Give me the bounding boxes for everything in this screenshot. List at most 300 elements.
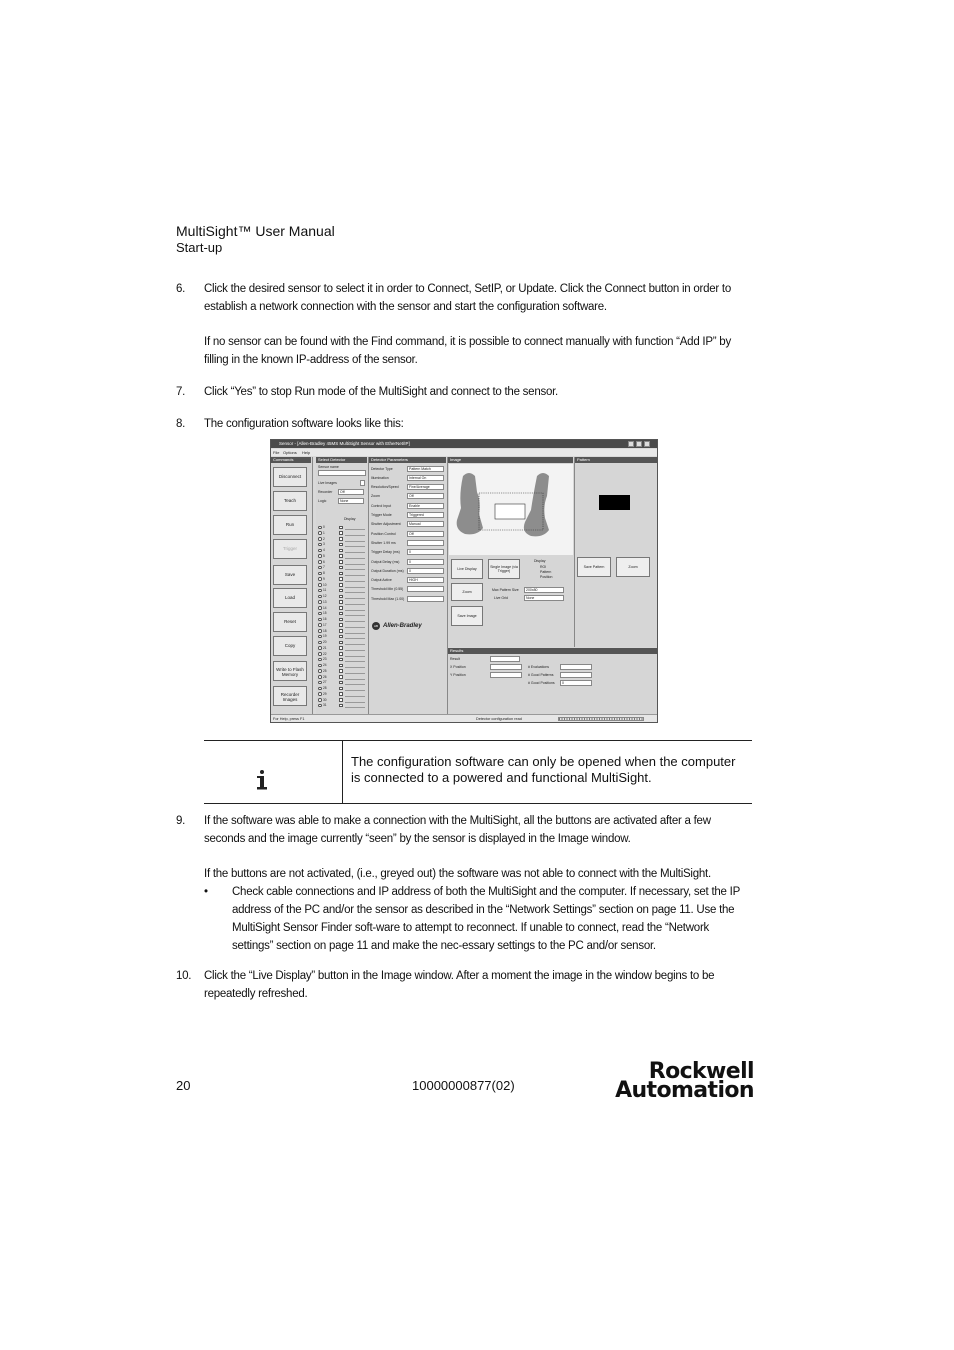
- parameter-value: [407, 586, 444, 592]
- detector-parameters-panel: [369, 457, 448, 714]
- parameter-label: Zoom: [371, 494, 380, 499]
- panel-header: Results: [448, 648, 657, 654]
- checkbox-icon: [339, 675, 343, 679]
- radio-icon: [318, 560, 322, 564]
- checkbox-icon: [339, 692, 343, 696]
- detector-index: 21: [323, 645, 327, 650]
- step-paragraph: If no sensor can be found with the Find command, it is possible to connect manually with function “Add IP” by filling in the known IP-address of the sensor.: [204, 336, 731, 366]
- step-paragraph: Click the desired sensor to select it in order to Connect, SetIP, or Update. Click the Connect button in order to establish a network connection with the sensor and start the configuration software.: [204, 283, 732, 313]
- parameter-row: [369, 586, 447, 594]
- parameter-row: [369, 558, 447, 566]
- good-positions-label: # Good Positions: [528, 681, 555, 685]
- live-images-label: Live Images: [318, 481, 337, 485]
- radio-icon: [318, 641, 322, 645]
- radio-icon: [318, 572, 322, 576]
- detector-row: [318, 686, 366, 691]
- detector-index: 3: [323, 542, 325, 547]
- checkbox-icon: [339, 595, 343, 599]
- pattern-preview: [599, 495, 630, 510]
- detector-index: 15: [323, 611, 327, 616]
- detector-index: 30: [323, 697, 327, 702]
- detector-row: [318, 565, 366, 570]
- pattern-checkbox: Pattern: [540, 570, 552, 574]
- radio-icon: [318, 646, 322, 650]
- step-number: 9.: [176, 815, 186, 827]
- display-label: Display: [534, 559, 546, 563]
- page-number: 20: [176, 1078, 191, 1093]
- radio-icon: [318, 600, 322, 604]
- checkbox-icon: [339, 618, 343, 622]
- detector-index: 31: [323, 703, 327, 708]
- info-icon: [254, 769, 270, 791]
- detector-row: [318, 537, 366, 542]
- detector-name-field: [345, 698, 365, 703]
- parameter-row: [369, 502, 447, 510]
- live-images-checkbox: [360, 480, 365, 486]
- checkbox-icon: [339, 612, 343, 616]
- image-panel: [448, 457, 575, 647]
- detector-index: 12: [323, 594, 327, 598]
- parameter-label: Output Duration (ms): [371, 568, 404, 573]
- checkbox-icon: [339, 646, 343, 650]
- detector-name-field: [345, 687, 365, 692]
- detector-row: [318, 675, 366, 680]
- disconnect-button: Disconnect: [273, 467, 307, 487]
- zoom-button: Zoom: [451, 583, 483, 601]
- detector-row: [318, 577, 366, 582]
- logo-line-1: Rockwell: [648, 1059, 754, 1084]
- x-position-field: [490, 664, 522, 670]
- panel-header: Select Detector: [316, 457, 367, 463]
- detector-name-field: [345, 692, 365, 697]
- detector-row: [318, 657, 366, 662]
- panel-header: Pattern: [575, 457, 657, 463]
- parameter-row: [369, 484, 447, 492]
- panel-header: Detector Parameters: [369, 457, 446, 463]
- parameter-value: Fine/Average: [407, 484, 444, 490]
- radio-icon: [318, 549, 322, 553]
- detector-name-field: [345, 572, 365, 577]
- parameter-value: Enable: [407, 503, 444, 509]
- detector-index: 7: [323, 565, 325, 570]
- note-rule-top: [204, 740, 752, 741]
- radio-icon: [318, 612, 322, 616]
- radio-icon: [318, 635, 322, 639]
- detector-name-field: [345, 554, 365, 559]
- detector-name-field: [345, 681, 365, 686]
- step-paragraph: If the software was able to make a connection with the MultiSight, all the buttons are activated after a few seconds and the image currently “seen” by the sensor is displayed in the Image window.: [204, 815, 711, 845]
- detector-row: [318, 600, 366, 605]
- detector-name-field: [345, 704, 365, 709]
- status-bar: [271, 714, 657, 723]
- recorder-images-button: Recorder Images: [273, 686, 307, 706]
- checkbox-icon: [339, 623, 343, 627]
- checkbox-icon: [339, 641, 343, 645]
- detector-name-field: [345, 635, 365, 640]
- note-divider: [342, 740, 343, 804]
- parameter-value: [407, 596, 444, 602]
- radio-icon: [318, 623, 322, 627]
- pattern-zoom-button: Zoom: [616, 557, 650, 577]
- detector-row: [318, 652, 366, 657]
- detector-row: [318, 663, 366, 668]
- radio-icon: [318, 537, 322, 541]
- save-image-button: Save Image: [451, 606, 483, 626]
- menu-options: Options: [283, 450, 297, 455]
- detector-index: 11: [323, 588, 327, 593]
- detector-index: 13: [323, 599, 327, 604]
- logic-label: Logic: [318, 499, 327, 503]
- results-panel: [448, 648, 657, 714]
- detector-name-field: [345, 606, 365, 611]
- radio-icon: [318, 658, 322, 662]
- teach-button: Teach: [273, 491, 307, 511]
- panel-header: Image: [448, 457, 573, 463]
- checkbox-icon: [339, 543, 343, 547]
- parameter-label: Output Active: [371, 578, 392, 583]
- detector-index: 18: [323, 628, 327, 633]
- detector-name-field: [345, 543, 365, 548]
- radio-icon: [318, 531, 322, 535]
- detector-row: [318, 531, 366, 536]
- detector-row: [318, 571, 366, 576]
- run-button: Run: [273, 515, 307, 535]
- detector-index: 2: [323, 536, 325, 541]
- good-positions-field: 0: [560, 680, 592, 686]
- checkbox-icon: [339, 526, 343, 530]
- step-paragraph: If the buttons are not activated, (i.e., greyed out) the software was not able to connect with the MultiSight.: [204, 868, 711, 880]
- detector-name-field: [345, 537, 365, 542]
- parameter-value: Pattern Match: [407, 466, 444, 472]
- y-position-field: [490, 672, 522, 678]
- window-titlebar: [271, 440, 657, 448]
- detector-row: [318, 542, 366, 547]
- parameter-value: Off: [407, 493, 444, 499]
- detector-row: [318, 640, 366, 645]
- copy-button: Copy: [273, 636, 307, 656]
- radio-icon: [318, 618, 322, 622]
- bullet-text: Check cable connections and IP address of both the MultiSight and the computer. If necessary, set the IP address of the PC and/or the sensor as described in the “Network Settings” section on page 11. Use the MultiSight Sensor Finder soft-ware to attempt to reconnect. If unable to connect, read the “Network settings” section on page 11 and make the nec-essary settings to the PC and/or sensor.: [232, 886, 740, 952]
- checkbox-icon: [339, 704, 343, 708]
- step-number: 10.: [176, 970, 192, 982]
- close-icon: [644, 441, 650, 447]
- detector-index: 1: [323, 530, 325, 535]
- checkbox-icon: [339, 549, 343, 553]
- status-help: For Help, press F1: [273, 716, 305, 721]
- radio-icon: [318, 669, 322, 673]
- checkbox-icon: [339, 531, 343, 535]
- detector-row: [318, 560, 366, 565]
- detector-index: 14: [323, 605, 327, 610]
- radio-icon: [318, 687, 322, 691]
- checkbox-icon: [339, 606, 343, 610]
- parameter-row: [369, 567, 447, 575]
- checkbox-icon: [339, 669, 343, 673]
- document-number: 10000000877(02): [412, 1078, 515, 1093]
- parameter-label: Illumination: [371, 475, 389, 480]
- step-paragraph: Click the “Live Display” button in the Image window. After a moment the image in the window begins to be repeatedly refreshed.: [204, 970, 715, 1000]
- reset-button: Reset: [273, 612, 307, 632]
- write-flash-button: Write to Flash Memory: [273, 661, 307, 681]
- detector-name-field: [345, 618, 365, 623]
- evaluations-label: # Evaluations: [528, 665, 550, 669]
- detector-row: [318, 583, 366, 588]
- checkbox-icon: [339, 589, 343, 593]
- parameter-list: [369, 465, 447, 605]
- radio-icon: [318, 652, 322, 656]
- detector-name-field: [345, 675, 365, 680]
- detector-name-field: [345, 549, 365, 554]
- detector-index: 27: [323, 680, 327, 685]
- panel-header: Commands: [271, 457, 311, 463]
- save-pattern-button: Save Pattern: [577, 557, 611, 577]
- detector-name-field: [345, 629, 365, 634]
- detector-index: 5: [323, 553, 325, 558]
- live-grid-select: None: [524, 595, 564, 601]
- detector-index: 20: [323, 640, 327, 644]
- result-label: Result: [450, 657, 460, 661]
- detector-name-field: [345, 577, 365, 582]
- parameter-value: 0: [407, 568, 444, 574]
- detector-name-field: [345, 652, 365, 657]
- detector-row: [318, 680, 366, 685]
- checkbox-icon: [339, 658, 343, 662]
- status-message: Detector configuration read: [476, 716, 522, 721]
- parameter-row: [369, 493, 447, 501]
- radio-icon: [318, 577, 322, 581]
- parameter-row: [369, 577, 447, 585]
- rockwell-automation-logo: [596, 1059, 754, 1103]
- detector-row: [318, 594, 366, 599]
- parameter-value: HIGH: [407, 577, 444, 583]
- parameter-value: Manual: [407, 521, 444, 527]
- allen-bradley-logo: Allen-Bradley: [383, 623, 422, 629]
- detector-name-field: [345, 600, 365, 605]
- window-title: Sensor - [Allen-Bradley 45MS MultiSight Sensor with EtherNet/IP]: [279, 441, 410, 446]
- detector-index: 22: [323, 651, 327, 656]
- live-display-button: Live Display: [451, 559, 483, 579]
- camera-image: [449, 464, 573, 555]
- maximize-icon: [636, 441, 642, 447]
- detector-list: [318, 525, 366, 711]
- detector-index: 4: [323, 548, 325, 552]
- radio-icon: [318, 543, 322, 547]
- parameter-value: 0: [407, 559, 444, 565]
- detector-row: [318, 692, 366, 697]
- radio-icon: [318, 704, 322, 708]
- result-field: [490, 656, 520, 662]
- parameter-row: [369, 474, 447, 482]
- detector-name-field: [345, 641, 365, 646]
- minimize-icon: [628, 441, 634, 447]
- detector-index: 10: [323, 582, 327, 587]
- radio-icon: [318, 583, 322, 587]
- detector-index: 19: [323, 634, 327, 639]
- position-checkbox: Position: [540, 575, 553, 579]
- detector-index: 17: [323, 622, 327, 627]
- parameter-label: Control Input: [371, 503, 392, 508]
- checkbox-icon: [339, 629, 343, 633]
- radio-icon: [318, 692, 322, 696]
- sensor-name-field: [318, 470, 366, 476]
- detector-index: 29: [323, 691, 327, 696]
- radio-icon: [318, 589, 322, 593]
- radio-icon: [318, 566, 322, 570]
- parameter-label: Trigger Mode: [371, 513, 392, 517]
- section-title: Start-up: [176, 240, 223, 255]
- detector-index: 24: [323, 663, 327, 667]
- detector-name-field: [345, 595, 365, 600]
- menu-help: Help: [302, 450, 311, 455]
- parameter-value: [407, 540, 444, 546]
- parameter-label: Shutter Adjustment: [371, 522, 401, 527]
- checkbox-icon: [339, 687, 343, 691]
- checkbox-icon: [339, 566, 343, 570]
- detector-name-field: [345, 664, 365, 669]
- parameter-label: Position Control: [371, 531, 396, 536]
- good-patterns-label: # Good Patterns: [528, 673, 554, 677]
- checkbox-icon: [339, 560, 343, 564]
- save-button: Save: [273, 565, 307, 585]
- detector-index: 9: [323, 576, 325, 581]
- radio-icon: [318, 675, 322, 679]
- detector-index: 23: [323, 657, 327, 662]
- parameter-value: Triggered: [407, 512, 444, 518]
- detector-row: [318, 617, 366, 622]
- parameter-label: Threshold Min (0.55): [371, 587, 404, 592]
- radio-icon: [318, 698, 322, 702]
- parameter-row: [369, 512, 447, 520]
- detector-row: [318, 554, 366, 559]
- status-progress: [558, 717, 644, 721]
- radio-icon: [318, 595, 322, 599]
- single-image-button: Single Image (via Trigger): [488, 559, 520, 579]
- parameter-row: [369, 521, 447, 529]
- checkbox-icon: [339, 583, 343, 587]
- parameter-row: [369, 595, 447, 603]
- detector-name-field: [345, 566, 365, 571]
- detector-name-field: [345, 526, 365, 531]
- detector-index: 8: [323, 571, 325, 575]
- max-pattern-size-label: Max Pattern Size: [492, 588, 519, 592]
- detector-row: [318, 646, 366, 651]
- step-number: 7.: [176, 386, 186, 398]
- bullet-dot: •: [204, 886, 208, 898]
- detector-name-field: [345, 612, 365, 617]
- parameter-row: [369, 539, 447, 547]
- note-rule-bottom: [204, 803, 752, 804]
- load-button: Load: [273, 588, 307, 608]
- parameter-label: Threshold Max (1.00): [371, 596, 405, 601]
- checkbox-icon: [339, 572, 343, 576]
- logic-select: None: [338, 498, 364, 504]
- step-number: 6.: [176, 283, 186, 295]
- radio-icon: [318, 629, 322, 633]
- parameter-label: Output Delay (ms): [371, 559, 400, 564]
- checkbox-icon: [339, 577, 343, 581]
- detector-name-field: [345, 658, 365, 663]
- detector-row: [318, 623, 366, 628]
- checkbox-icon: [339, 635, 343, 639]
- detector-index: 16: [323, 617, 327, 621]
- detector-index: 28: [323, 686, 327, 690]
- detector-row: [318, 669, 366, 674]
- parameter-value: Internal On: [407, 475, 444, 481]
- radio-icon: [318, 554, 322, 558]
- y-position-label: Y Position: [450, 673, 466, 677]
- step-number: 8.: [176, 418, 186, 430]
- detector-index: 0: [323, 525, 325, 529]
- document-title: MultiSight™ User Manual: [176, 223, 335, 239]
- parameter-label: Detector Type: [371, 466, 393, 471]
- radio-icon: [318, 606, 322, 610]
- detector-name-field: [345, 589, 365, 594]
- live-grid-label: Live Grid: [494, 596, 509, 600]
- pattern-panel: [575, 457, 657, 647]
- parameter-row: [369, 530, 447, 538]
- detector-row: [318, 525, 366, 530]
- menu-bar: [271, 449, 657, 456]
- display-label: Display: [344, 517, 356, 521]
- x-position-label: X Position: [450, 665, 466, 669]
- checkbox-icon: [339, 537, 343, 541]
- detector-row: [318, 548, 366, 553]
- detector-row: [318, 629, 366, 634]
- menu-file: File: [273, 450, 280, 455]
- max-pattern-size-select: 200x80: [524, 587, 564, 593]
- parameter-label: Shutter 1.99 ms: [371, 540, 396, 545]
- checkbox-icon: [339, 698, 343, 702]
- parameter-label: Trigger Delay (ms): [371, 550, 400, 555]
- detector-name-field: [345, 583, 365, 588]
- detector-row: [318, 606, 366, 611]
- detector-index: 25: [323, 668, 327, 673]
- detector-row: [318, 698, 366, 703]
- detector-row: [318, 634, 366, 639]
- commands-panel: [271, 457, 313, 714]
- checkbox-icon: [339, 554, 343, 558]
- radio-icon: [318, 664, 322, 668]
- step-paragraph: Click “Yes” to stop Run mode of the MultiSight and connect to the sensor.: [204, 386, 559, 398]
- parameter-value: Off: [407, 531, 444, 537]
- parameter-row: [369, 549, 447, 557]
- trigger-button: Trigger: [273, 539, 307, 559]
- radio-icon: [318, 681, 322, 685]
- checkbox-icon: [339, 664, 343, 668]
- detector-index: 6: [323, 559, 325, 564]
- parameter-value: 0: [407, 549, 444, 555]
- bullet-item: [204, 883, 752, 955]
- detector-name-field: [345, 646, 365, 651]
- radio-icon: [318, 526, 322, 530]
- select-detector-panel: [316, 457, 369, 714]
- recorder-select: Off: [338, 489, 364, 495]
- checkbox-icon: [339, 681, 343, 685]
- allen-bradley-badge: AB: [373, 624, 378, 628]
- detector-name-field: [345, 623, 365, 628]
- software-screenshot: [270, 439, 658, 723]
- detector-row: [318, 703, 366, 708]
- roi-checkbox: ROI: [540, 565, 547, 569]
- recorder-label: Recorder: [318, 490, 333, 494]
- checkbox-icon: [339, 652, 343, 656]
- detector-row: [318, 611, 366, 616]
- detector-name-field: [345, 531, 365, 536]
- logo-line-2: Automation: [615, 1078, 754, 1103]
- checkbox-icon: [339, 600, 343, 604]
- step-paragraph: The configuration software looks like this:: [204, 418, 404, 430]
- detector-row: [318, 588, 366, 593]
